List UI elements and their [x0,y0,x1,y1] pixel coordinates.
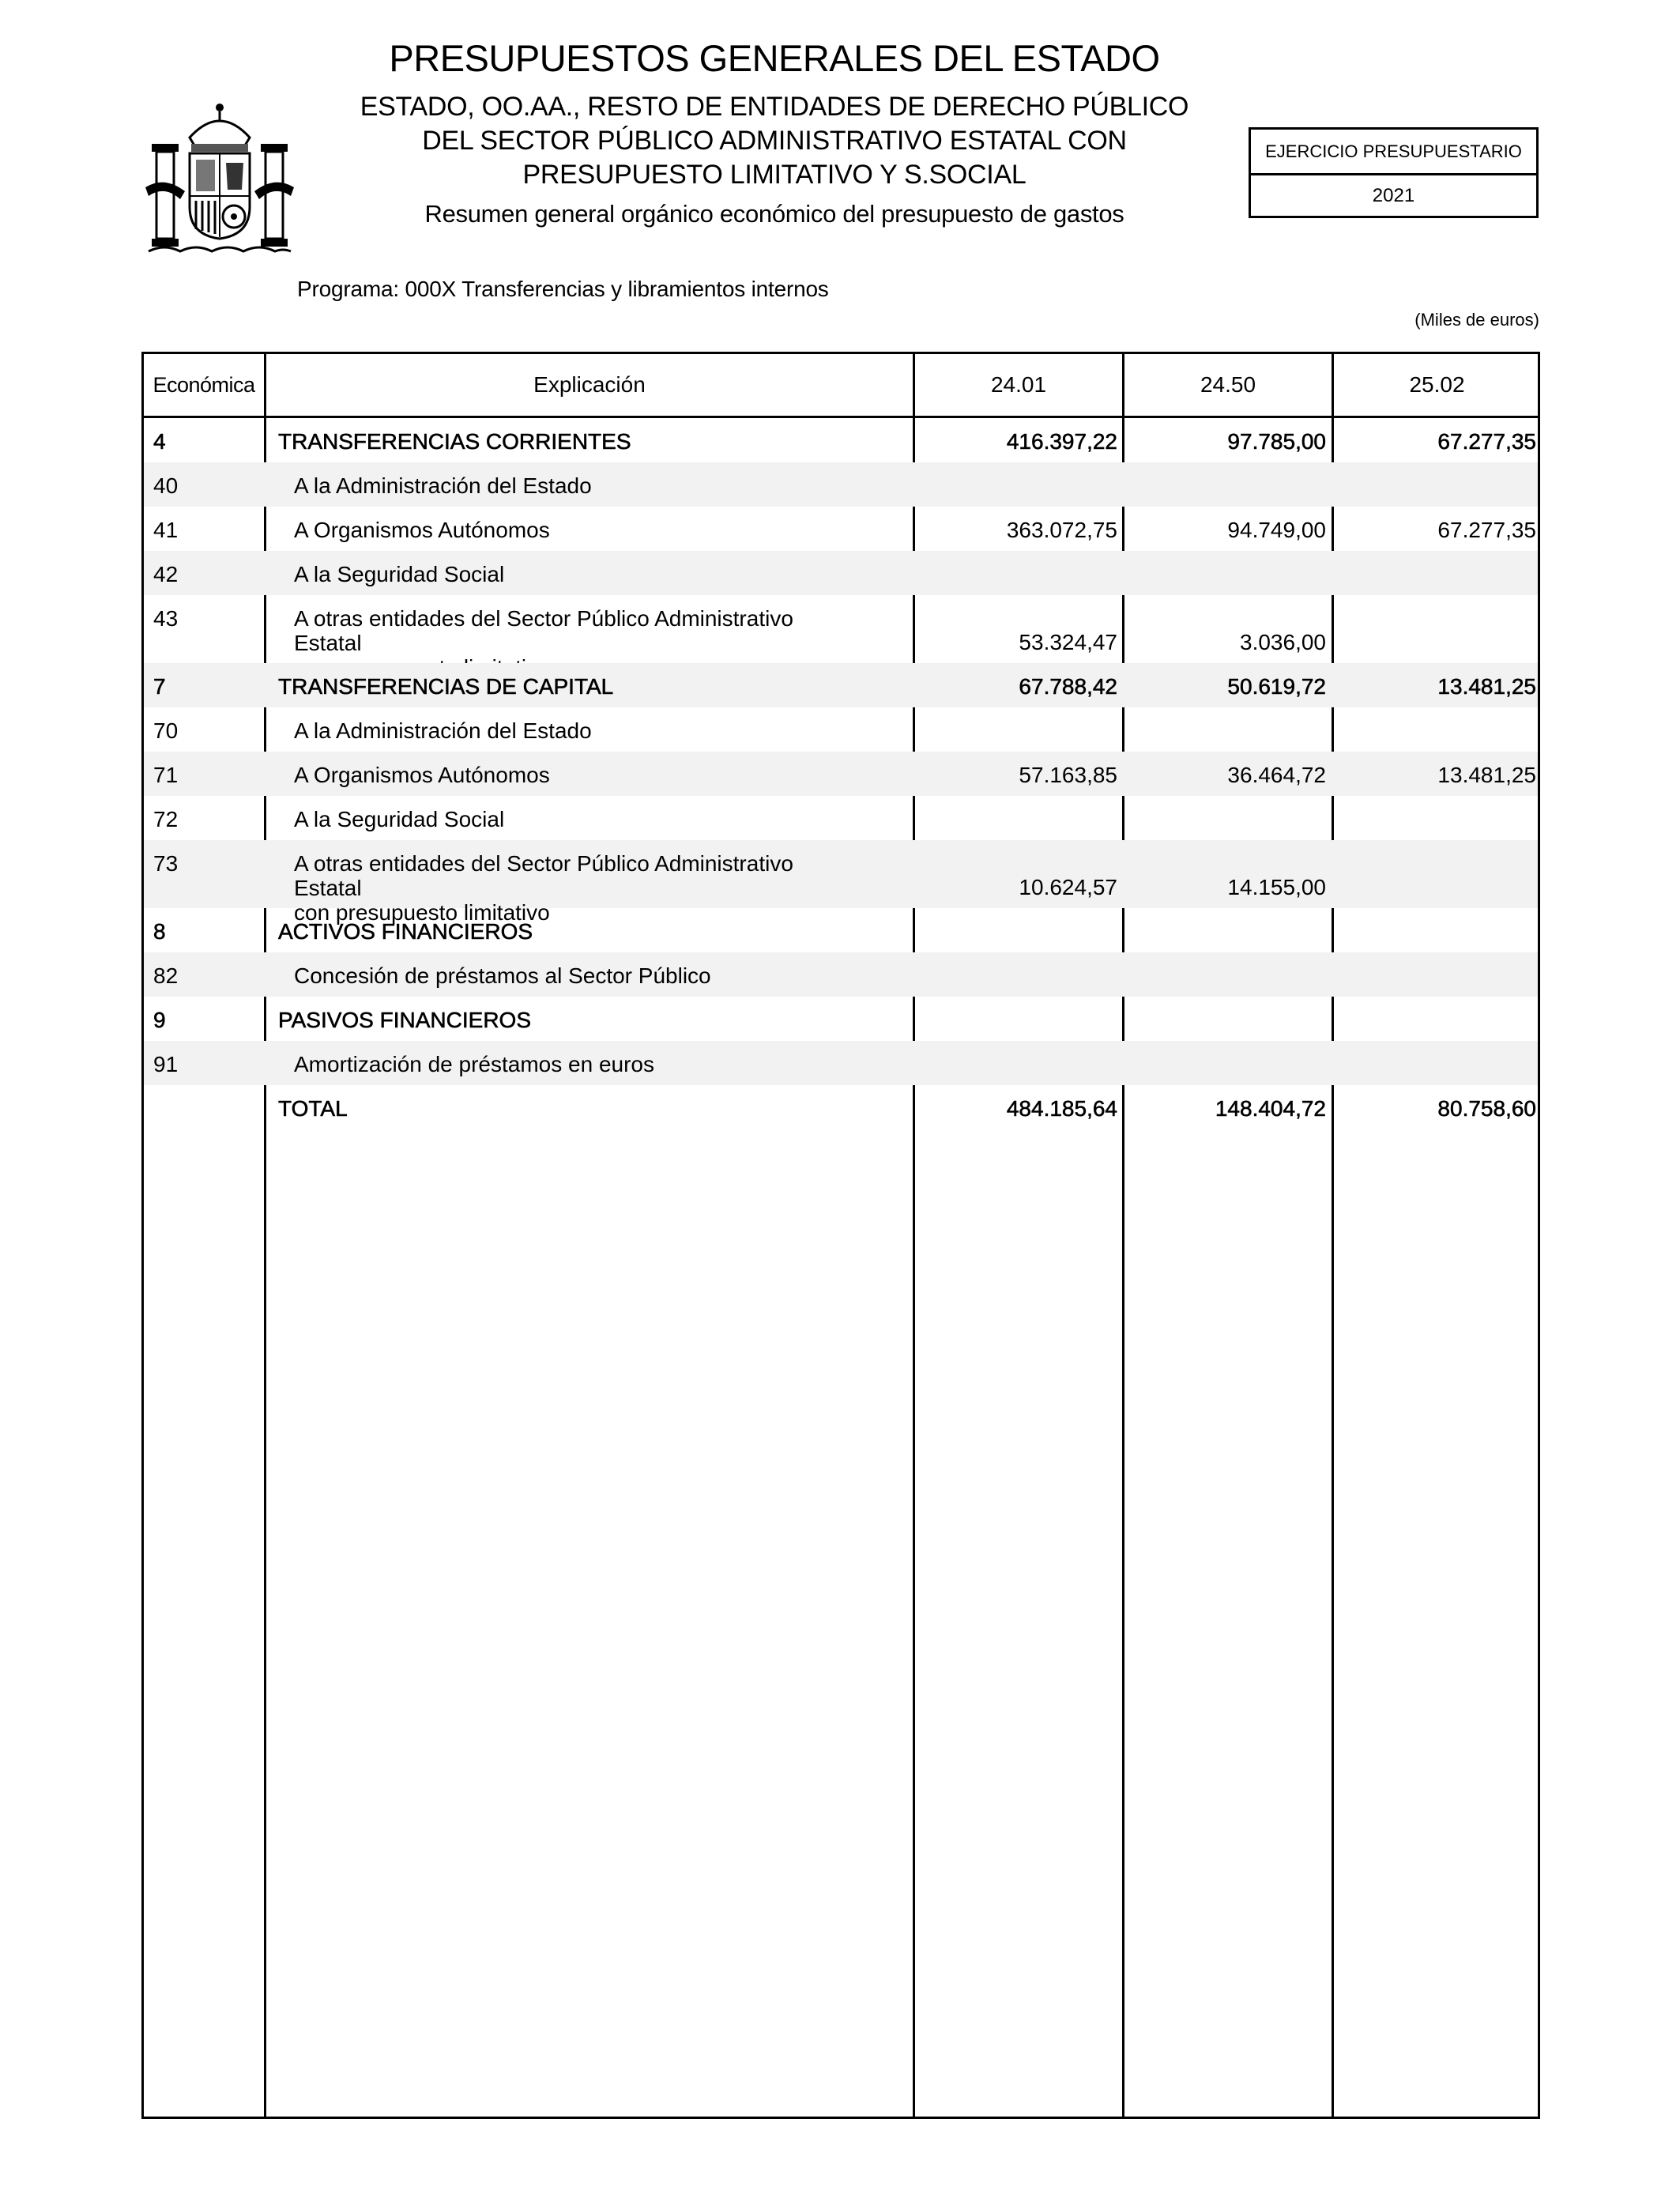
table-body [144,418,1538,1129]
ejercicio-label: EJERCICIO PRESUPUESTARIO [1251,130,1536,175]
row-code: 40 [153,473,179,498]
col-header-explicacion: Explicación [533,372,646,397]
value-2401: 416.397,22 [1006,429,1117,454]
value-2450: 94.749,00 [1227,518,1326,542]
value-2502: 13.481,25 [1437,763,1536,787]
row-description [294,518,816,542]
programa-label: Programa: 000X Transferencias y libramientos internos [297,277,829,301]
col-header-2450: 24.50 [1200,372,1256,397]
row-code: 82 [153,963,179,988]
row-description-line: PASIVOS FINANCIEROS [278,1008,531,1032]
row-description-line: A la Seguridad Social [294,562,505,586]
table-row [144,707,1538,752]
row-description [278,1008,800,1032]
page-subtitle [308,90,1241,192]
row-code: 42 [153,562,179,586]
table-row [144,595,1538,663]
subtitle-line: DEL SECTOR PÚBLICO ADMINISTRATIVO ESTATAL CON [422,126,1127,156]
row-description [294,718,816,743]
row-description [294,963,816,988]
row-description-line: A Organismos Autónomos [294,763,550,787]
row-description [278,674,800,699]
row-description [294,807,816,831]
value-2401: 363.072,75 [1006,518,1117,542]
row-description [294,473,816,498]
row-description-line: Concesión de préstamos al Sector Público [294,963,711,988]
row-description-line: TRANSFERENCIAS DE CAPITAL [278,674,614,699]
row-description [294,1052,816,1076]
table-row [144,952,1538,997]
value-2401: 484.185,64 [1006,1096,1117,1121]
value-2502: 67.277,35 [1437,429,1536,454]
row-description [278,429,800,454]
row-description-line: TOTAL [278,1096,348,1121]
row-description-line: A otras entidades del Sector Público Administrativo Estatal [294,606,793,655]
row-description-line: A la Administración del Estado [294,718,592,743]
table-row [144,462,1538,507]
row-description-line: A la Administración del Estado [294,473,592,498]
table-row [144,908,1538,952]
row-code: 43 [153,606,179,631]
row-code: 4 [153,429,166,454]
units-label: (Miles de euros) [1414,310,1539,330]
row-code: 9 [153,1008,166,1032]
value-2502: 80.758,60 [1437,1096,1536,1121]
row-description-line: A otras entidades del Sector Público Administrativo Estatal [294,851,793,900]
value-2450: 36.464,72 [1227,763,1326,787]
table-row [144,1041,1538,1085]
ejercicio-box [1249,127,1539,218]
subtitle-line: PRESUPUESTO LIMITATIVO Y S.SOCIAL [522,160,1026,190]
table-row [144,507,1538,551]
table-row [144,752,1538,796]
row-code: 70 [153,718,179,743]
row-code: 41 [153,518,179,542]
row-description-line: TRANSFERENCIAS CORRIENTES [278,429,631,454]
ejercicio-value: 2021 [1372,185,1415,206]
budget-table [141,352,1540,2119]
row-code: 73 [153,851,179,876]
subtitle-line: ESTADO, OO.AA., RESTO DE ENTIDADES DE DERECHO PÚBLICO [360,92,1189,122]
row-description [294,562,816,586]
spain-coat-of-arms-icon [141,96,299,254]
row-description [294,763,816,787]
row-code: 7 [153,674,166,699]
value-2450: 50.619,72 [1227,674,1326,699]
table-row [144,997,1538,1041]
table-row [144,796,1538,840]
value-2450: 14.155,00 [1227,875,1326,899]
row-code: 91 [153,1052,179,1076]
table-row [144,1085,1538,1129]
table-row [144,418,1538,462]
row-description [278,1096,800,1121]
value-2502: 67.277,35 [1437,518,1536,542]
col-header-2502: 25.02 [1409,372,1465,397]
value-2450: 3.036,00 [1240,630,1326,654]
value-2502: 13.481,25 [1437,674,1536,699]
page-description: Resumen general orgánico económico del presupuesto de gastos [424,200,1124,228]
col-header-economica: Económica [153,373,255,397]
row-code: 8 [153,919,166,944]
row-description-line: ACTIVOS FINANCIEROS [278,919,533,944]
value-2401: 10.624,57 [1019,875,1117,899]
row-code: 72 [153,807,179,831]
value-2401: 53.324,47 [1019,630,1117,654]
col-header-2401: 24.01 [990,372,1047,397]
value-2450: 148.404,72 [1215,1096,1326,1121]
row-code: 71 [153,763,179,787]
value-2401: 67.788,42 [1019,674,1117,699]
table-row [144,663,1538,707]
row-description [278,919,800,944]
row-description-line: Amortización de préstamos en euros [294,1052,654,1076]
table-row [144,840,1538,925]
value-2450: 97.785,00 [1227,429,1326,454]
table-row [144,551,1538,595]
value-2401: 57.163,85 [1019,763,1117,787]
row-description-line: A Organismos Autónomos [294,518,550,542]
row-description-line: A la Seguridad Social [294,807,505,831]
page-title: PRESUPUESTOS GENERALES DEL ESTADO [389,37,1160,79]
row-description-line: con presupuesto limitativo [294,900,550,925]
